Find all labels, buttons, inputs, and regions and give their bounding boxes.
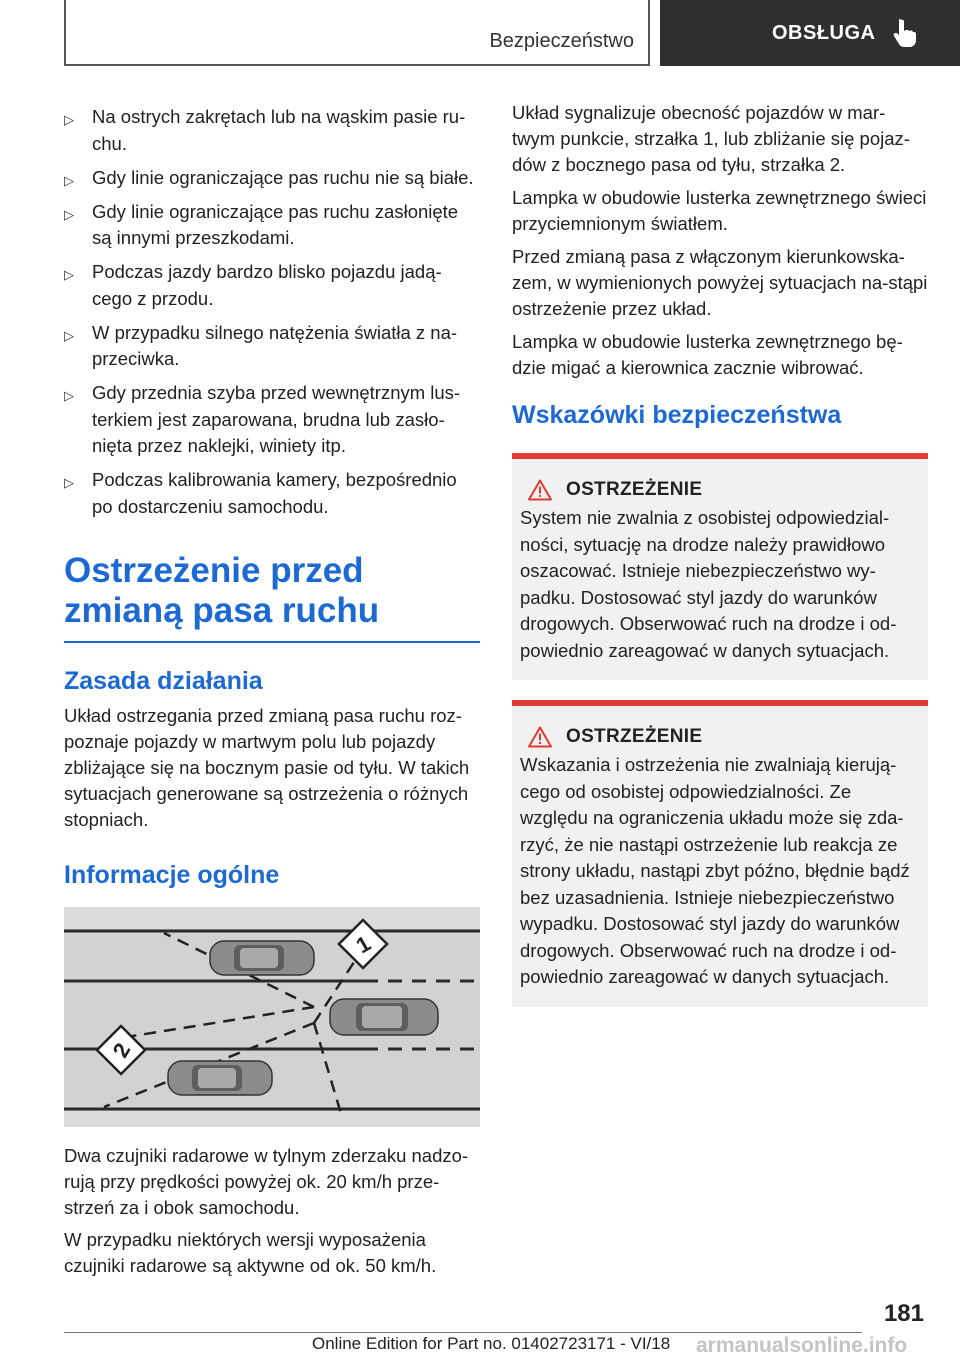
left-column bbox=[64, 104, 480, 1279]
footer-rule bbox=[64, 1332, 862, 1333]
chapter-tab[interactable] bbox=[660, 0, 960, 66]
warning-box bbox=[512, 700, 928, 1007]
list-item: ▷ Gdy linie ograniczające pas ruchu zasłonięte są innymi przeszkodami. bbox=[64, 200, 459, 248]
triangle-bullet-icon: ▷ bbox=[64, 388, 74, 403]
lane-change-illustration bbox=[64, 907, 480, 1127]
chapter-tab-label: OBSŁUGA bbox=[772, 21, 876, 44]
paragraph-turn-signal: Przed zmianą pasa z włączonym kierunkowska-zem, w wymienionych powyżej sytuacjach na-stąpi ostrzeżenie przez układ. bbox=[512, 246, 928, 319]
page-number: 181 bbox=[883, 1300, 924, 1327]
list-item: ▷ Na ostrych zakrętach lub na wąskim pasie ru-chu. bbox=[64, 106, 466, 154]
warning-box bbox=[512, 453, 928, 680]
right-column bbox=[512, 100, 928, 1007]
marker-1-label: 1 bbox=[351, 930, 375, 959]
warning-title: OSTRZEŻENIE bbox=[566, 479, 703, 500]
warning-text: Wskazania i ostrzeżenia nie zwalniają kierują-cego od osobistej odpowiedzialności. Ze względu na ograniczenia układu może się zda-rzyć, że nie nastąpi ostrzeżenie lub reakcja ze strony układu, nastąpi zbyt późno, błędnie bądź bez uzasadnienia. Istnieje niebezpieczeństwo wypadku. Dostosować styl jazdy do warunków drogowych. Obserwować ruch na drodze i od-powiednio zareagować w danych sytuacjach. bbox=[520, 754, 910, 987]
warning-triangle-icon bbox=[528, 726, 552, 748]
paragraph-signal: Układ sygnalizuje obecność pojazdów w mar-twym punkcie, strzałka 1, lub zbliżanie się pojaz-dów z bocznego pasa od tyłu, strzałka 2. bbox=[512, 102, 910, 175]
condition-list bbox=[64, 104, 480, 520]
own-car bbox=[330, 999, 438, 1035]
chapter-heading: Ostrzeżenie przed zmianą pasa ruchu bbox=[64, 551, 380, 630]
principle-heading: Zasada działania bbox=[64, 667, 263, 695]
paragraph-lamp-dim: Lampka w obudowie lusterka zewnętrznego świeci przyciemnionym światłem. bbox=[512, 187, 927, 234]
warning-triangle-icon bbox=[528, 479, 552, 501]
list-item: ▷ Gdy linie ograniczające pas ruchu nie są białe. bbox=[64, 165, 480, 192]
marker-2-label: 2 bbox=[107, 1038, 136, 1062]
list-item: ▷ Gdy przednia szyba przed wewnętrznym lus-terkiem jest zaparowana, brudna lub zasło-nięta przez naklejki, winiety itp. bbox=[64, 382, 461, 456]
header-frame bbox=[64, 0, 650, 66]
heading-rule bbox=[64, 641, 480, 643]
warning-text: System nie zwalnia z osobistej odpowiedzial-ności, sytuację na drodze należy prawidłowo oszacować. Istnieje niebezpieczeństwo wy-padku. Dostosować styl jazdy do warunków drogowych. Obserwować ruch na drodze i od-powiednio zareagować w danych sytuacjach. bbox=[520, 507, 897, 661]
safety-heading: Wskazówki bezpieczeństwa bbox=[512, 401, 842, 429]
triangle-bullet-icon: ▷ bbox=[64, 327, 74, 343]
list-item: ▷ Podczas jazdy bardzo blisko pojazdu jadą-cego z przodu. bbox=[64, 261, 442, 309]
general-info-heading: Informacje ogólne bbox=[64, 861, 280, 889]
caption-variants: W przypadku niektórych wersji wyposażenia czujniki radarowe są aktywne od ok. 50 km/h. bbox=[64, 1229, 437, 1276]
section-title: Bezpieczeństwo bbox=[489, 30, 634, 52]
principle-text: Układ ostrzegania przed zmianą pasa ruchu roz-poznaje pojazdy w martwym polu lub pojazdy zbliżające się na bocznym pasie od tyłu. W takich sytuacjach generowane są ostrzeżenia o różnych stopniach. bbox=[64, 705, 470, 830]
triangle-bullet-icon: ▷ bbox=[64, 112, 74, 127]
caption-sensors: Dwa czujniki radarowe w tylnym zderzaku nadzo-rują przy prędkości powyżej ok. 20 km/h prze-strzeń za i obok samochodu. bbox=[64, 1145, 469, 1218]
triangle-bullet-icon: ▷ bbox=[64, 206, 74, 222]
list-item: ▷ Podczas kalibrowania kamery, bezpośrednio po dostarczeniu samochodu. bbox=[64, 469, 457, 517]
edition-text: Online Edition for Part no. 01402723171 - VI/18 bbox=[312, 1334, 671, 1353]
car-blind-spot bbox=[210, 941, 314, 975]
pointing-hand-icon bbox=[892, 18, 918, 48]
warning-header bbox=[520, 479, 918, 501]
car-approaching bbox=[168, 1061, 272, 1095]
warning-title: OSTRZEŻENIE bbox=[566, 726, 703, 747]
triangle-bullet-icon: ▷ bbox=[64, 172, 74, 188]
warning-header bbox=[520, 726, 918, 748]
triangle-bullet-icon: ▷ bbox=[64, 475, 74, 490]
paragraph-lamp-flash: Lampka w obudowie lusterka zewnętrznego bę-dzie migać a kierownica zacznie wibrować. bbox=[512, 331, 903, 378]
triangle-bullet-icon: ▷ bbox=[64, 267, 74, 282]
watermark: armanualsonline.info bbox=[696, 1334, 908, 1357]
road-diagram bbox=[64, 907, 480, 1127]
list-item: ▷ W przypadku silnego natężenia światła z na-przeciwka. bbox=[64, 321, 458, 369]
